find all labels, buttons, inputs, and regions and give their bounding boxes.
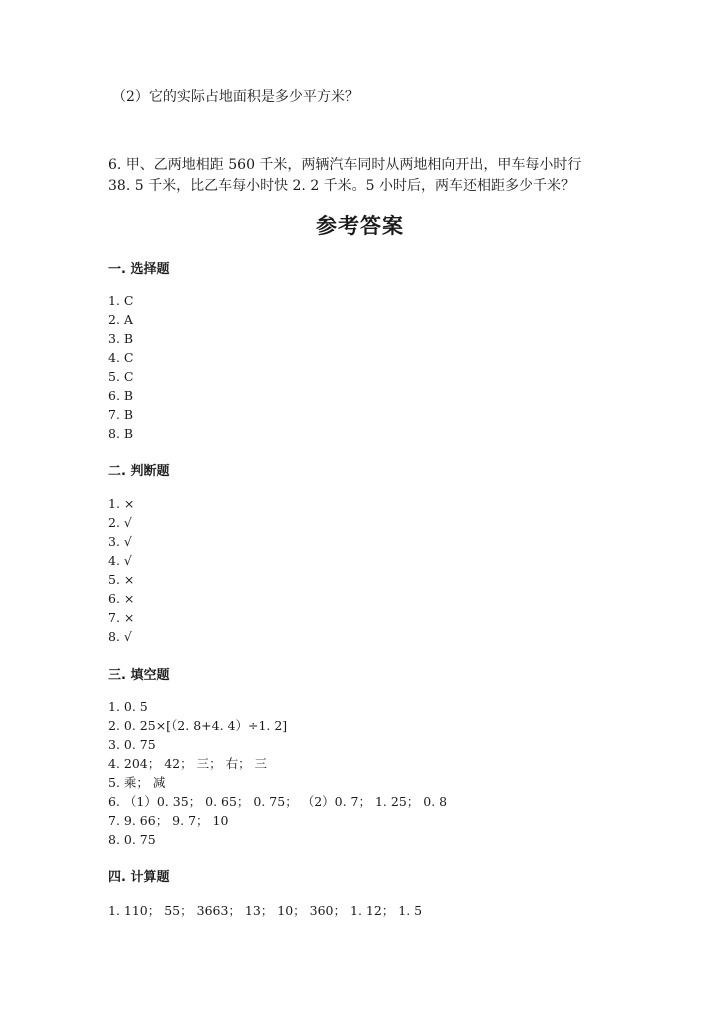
answer-list-fill-blank: [108, 697, 447, 849]
answer-list-multiple-choice: [108, 291, 133, 443]
answer-item: 2. 0. 25×[（2. 8+4. 4）÷1. 2]: [108, 718, 288, 733]
answer-item: 3. 0. 75: [108, 737, 156, 752]
answer-item: 5. 乘； 减: [108, 775, 166, 790]
answer-item: 7. ×: [108, 610, 135, 625]
answer-item: 4. √: [108, 553, 132, 568]
answer-item: 1. C: [108, 293, 134, 308]
answer-item: 7. B: [108, 407, 134, 422]
answer-item: 6. B: [108, 388, 134, 403]
answer-item: 6. ×: [108, 591, 135, 606]
section-heading-fill-blank: 三. 填空题: [108, 668, 170, 683]
answer-item: 8. 0. 75: [108, 832, 156, 847]
answer-item: 3. √: [108, 534, 132, 549]
answer-item: 4. C: [108, 350, 134, 365]
answer-item: 6. （1）0. 35； 0. 65； 0. 75； （2）0. 7； 1. 25； 0. 8: [108, 794, 448, 809]
answer-item: 5. ×: [108, 572, 135, 587]
answer-item: 3. B: [108, 331, 134, 346]
question-5-part-2: （2）它的实际占地面积是多少平方米？: [112, 89, 359, 105]
answer-item: 8. √: [108, 629, 132, 644]
answer-list-calculation: [108, 901, 422, 920]
answer-item: 1. 0. 5: [108, 699, 148, 714]
question-6-line-2: 38. 5 千米，比乙车每小时快 2. 2 千米。5 小时后，两车还相距多少千米？: [108, 178, 576, 194]
answer-item: 1. ×: [108, 496, 135, 511]
answer-item: 5. C: [108, 369, 134, 384]
section-heading-multiple-choice: 一. 选择题: [108, 262, 170, 277]
section-heading-true-false: 二. 判断题: [108, 464, 170, 479]
answer-item: 4. 204； 42； 三； 右； 三: [108, 756, 268, 771]
answer-list-true-false: [108, 494, 134, 646]
answer-key-title: 参考答案: [316, 214, 404, 238]
section-heading-calculation: 四. 计算题: [108, 870, 170, 885]
answer-item: 2. A: [108, 312, 133, 327]
answer-item: 2. √: [108, 515, 132, 530]
answer-item: 7. 9. 66； 9. 7； 10: [108, 813, 229, 828]
question-6-line-1: 6. 甲、乙两地相距 560 千米，两辆汽车同时从两地相向开出，甲车每小时行: [108, 157, 582, 173]
answer-item: 1. 110； 55； 3663； 13； 10； 360； 1. 12； 1. 5: [108, 903, 423, 918]
answer-item: 8. B: [108, 426, 134, 441]
